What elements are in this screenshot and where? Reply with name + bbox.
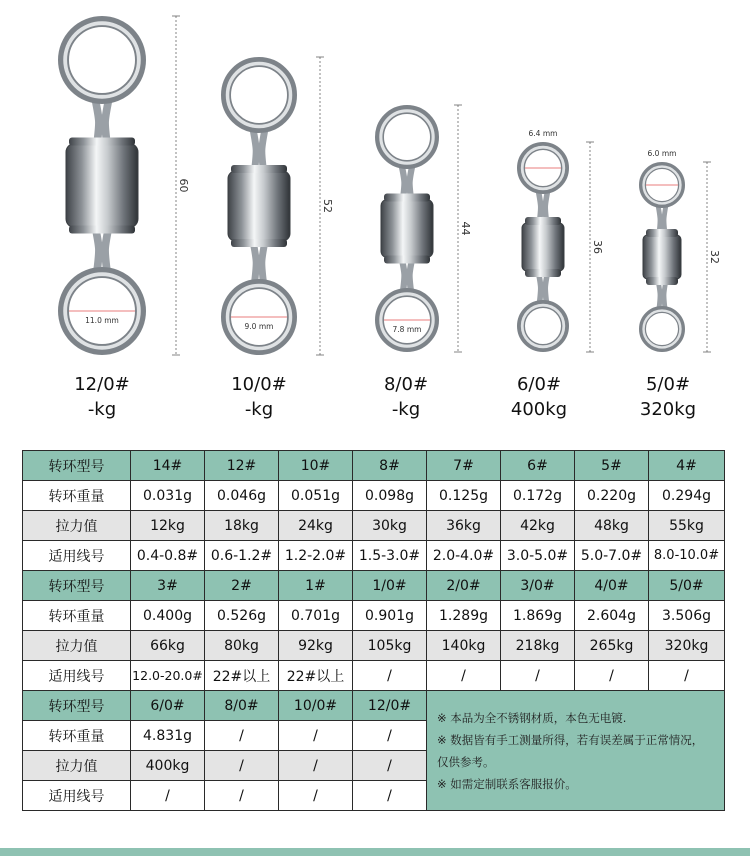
row-label-line: 适用线号 (23, 541, 131, 571)
swivel-12-0 (64, 16, 191, 355)
table-cell: / (205, 781, 279, 811)
table-cell: 1.2-2.0# (279, 541, 353, 571)
table-row-model (23, 691, 725, 721)
swivel-10-0 (226, 57, 334, 355)
swivel-weight: 320kg (639, 399, 697, 420)
barrel-cap (646, 229, 678, 237)
eye-highlight (644, 311, 681, 348)
table-cell: 10# (279, 451, 353, 481)
table-cell: 2.604g (575, 601, 649, 631)
table-cell: 0.6-1.2# (205, 541, 279, 571)
table-cell: 22#以上 (279, 661, 353, 691)
table-cell: / (279, 781, 353, 811)
row-label-pull: 拉力值 (23, 751, 131, 781)
table-cell: 3# (131, 571, 205, 601)
swivel-size: 10/0# (231, 374, 287, 395)
swivel-size: 8/0# (383, 374, 429, 395)
table-cell: 14# (131, 451, 205, 481)
table-cell: 5/0# (649, 571, 725, 601)
table-cell: 265kg (575, 631, 649, 661)
eye-diameter-label: 11.0 mm (85, 316, 119, 325)
swivel-weight: -kg (391, 399, 421, 420)
table-cell: 0.901g (353, 601, 427, 631)
table-cell: 55kg (649, 511, 725, 541)
table-cell: 140kg (427, 631, 501, 661)
barrel-cap (231, 165, 287, 173)
table-cell: / (205, 751, 279, 781)
row-label-pull: 拉力值 (23, 511, 131, 541)
table-cell: 2.0-4.0# (427, 541, 501, 571)
row-label-line: 适用线号 (23, 661, 131, 691)
table-cell: 0.294g (649, 481, 725, 511)
table-cell: / (353, 661, 427, 691)
swivel-caption-10-0 (199, 372, 319, 422)
eye-diameter-label: 6.4 mm (528, 129, 558, 138)
table-cell: / (501, 661, 575, 691)
table-cell: 6/0# (131, 691, 205, 721)
row-label-weight: 转环重量 (23, 721, 131, 751)
wire-shank (262, 129, 265, 171)
table-cell: 10/0# (279, 691, 353, 721)
table-row-weight (23, 601, 725, 631)
swivel-barrel (522, 223, 564, 271)
length-label: 32 (708, 250, 721, 264)
swivel-8-0 (380, 105, 473, 352)
table-cell: 12kg (131, 511, 205, 541)
table-cell: 8/0# (205, 691, 279, 721)
eye-highlight (228, 64, 291, 127)
table-cell: 0.701g (279, 601, 353, 631)
length-label: 52 (321, 199, 334, 213)
row-label-model: 转环型号 (23, 691, 131, 721)
table-cell: 0.526g (205, 601, 279, 631)
barrel-cap (69, 226, 135, 234)
table-cell: 22#以上 (205, 661, 279, 691)
table-cell: 12/0# (353, 691, 427, 721)
table-cell: 4.831g (131, 721, 205, 751)
swivel-weight: 400kg (510, 399, 568, 420)
eye-diameter-label: 6.0 mm (647, 149, 677, 158)
table-cell: 48kg (575, 511, 649, 541)
swivel-size: 6/0# (516, 374, 562, 395)
table-cell: / (353, 781, 427, 811)
table-cell: 80kg (205, 631, 279, 661)
table-cell: 0.046g (205, 481, 279, 511)
table-cell: 92kg (279, 631, 353, 661)
swivel-weight: -kg (87, 399, 117, 420)
swivel-barrel (381, 200, 433, 258)
table-cell: 12.0-20.0# (131, 661, 205, 691)
wire-shank (95, 100, 99, 144)
table-cell: / (353, 721, 427, 751)
table-cell: 6# (501, 451, 575, 481)
table-cell: 7# (427, 451, 501, 481)
note-measurement: ※ 数据皆有手工测量所得，若有误差属于正常情况，仅供参考。 (437, 732, 704, 769)
table-cell: 2/0# (427, 571, 501, 601)
notes-panel (427, 691, 725, 811)
barrel-cap (525, 217, 561, 225)
bottom-accent-bar (0, 848, 750, 856)
table-cell: / (353, 751, 427, 781)
table-cell: 1.289g (427, 601, 501, 631)
barrel-cap (231, 239, 287, 247)
swivel-barrel (643, 235, 681, 279)
table-row-pull (23, 511, 725, 541)
row-label-pull: 拉力值 (23, 631, 131, 661)
table-cell: / (279, 751, 353, 781)
wire-shank (95, 228, 99, 272)
swivel-caption-5-0 (608, 372, 728, 422)
table-cell: 218kg (501, 631, 575, 661)
table-cell: 3.0-5.0# (501, 541, 575, 571)
table-cell: 18kg (205, 511, 279, 541)
eye-highlight (381, 111, 433, 163)
table-cell: 0.400g (131, 601, 205, 631)
row-label-line: 适用线号 (23, 781, 131, 811)
swivel-5-0 (643, 149, 722, 352)
table-cell: / (649, 661, 725, 691)
row-label-weight: 转环重量 (23, 601, 131, 631)
table-cell: 8.0-10.0# (649, 541, 725, 571)
table-cell: 1.5-3.0# (353, 541, 427, 571)
row-label-model: 转环型号 (23, 571, 131, 601)
table-cell: 1.869g (501, 601, 575, 631)
swivel-caption-6-0 (479, 372, 599, 422)
swivel-barrel (228, 171, 290, 241)
table-row-weight (23, 481, 725, 511)
wire-shank (253, 241, 256, 283)
table-cell: / (279, 721, 353, 751)
eye-diameter-label: 9.0 mm (244, 322, 274, 331)
barrel-cap (525, 269, 561, 277)
spec-table (22, 450, 725, 811)
table-cell: 400kg (131, 751, 205, 781)
table-cell: 4/0# (575, 571, 649, 601)
wire-shank (262, 241, 265, 283)
table-cell: 8# (353, 451, 427, 481)
table-cell: / (131, 781, 205, 811)
table-cell: 30kg (353, 511, 427, 541)
table-cell: / (205, 721, 279, 751)
table-row-line (23, 541, 725, 571)
table-cell: 0.098g (353, 481, 427, 511)
table-cell: 1# (279, 571, 353, 601)
table-row-pull (23, 631, 725, 661)
table-cell: 0.031g (131, 481, 205, 511)
table-row-line (23, 661, 725, 691)
wire-shank (253, 129, 256, 171)
table-cell: 5# (575, 451, 649, 481)
table-cell: 1/0# (353, 571, 427, 601)
table-cell: 0.220g (575, 481, 649, 511)
table-cell: 4# (649, 451, 725, 481)
table-cell: 5.0-7.0# (575, 541, 649, 571)
table-cell: 3/0# (501, 571, 575, 601)
wire-shank (105, 228, 109, 272)
table-cell: 105kg (353, 631, 427, 661)
table-cell: / (575, 661, 649, 691)
table-cell: 12# (205, 451, 279, 481)
note-custom: ※ 如需定制联系客服报价。 (437, 776, 577, 791)
note-material: ※ 本品为全不锈钢材质，本色无电镀. (437, 710, 627, 725)
wire-shank (105, 100, 109, 144)
barrel-cap (384, 194, 430, 202)
swivel-barrel (66, 144, 138, 228)
length-label: 60 (177, 178, 190, 193)
swivel-size: 5/0# (645, 374, 691, 395)
table-row-model (23, 571, 725, 601)
table-cell: 0.172g (501, 481, 575, 511)
table-row-model (23, 451, 725, 481)
swivel-caption-8-0 (346, 372, 466, 422)
length-label: 44 (459, 221, 472, 236)
row-label-weight: 转环重量 (23, 481, 131, 511)
table-cell: 0.125g (427, 481, 501, 511)
table-cell: 320kg (649, 631, 725, 661)
table-cell: 0.051g (279, 481, 353, 511)
table-cell: 2# (205, 571, 279, 601)
swivel-6-0 (521, 129, 604, 352)
table-cell: 0.4-0.8# (131, 541, 205, 571)
table-cell: 42kg (501, 511, 575, 541)
table-cell: 36kg (427, 511, 501, 541)
barrel-cap (69, 138, 135, 146)
swivel-caption-12-0 (42, 372, 162, 422)
table-cell: / (427, 661, 501, 691)
table-cell: 66kg (131, 631, 205, 661)
eye-highlight (522, 305, 564, 347)
swivel-size: 12/0# (74, 374, 130, 395)
table-cell: 3.506g (649, 601, 725, 631)
barrel-cap (646, 277, 678, 285)
swivel-weight: -kg (244, 399, 274, 420)
eye-highlight (65, 23, 139, 97)
barrel-cap (384, 256, 430, 264)
row-label-model: 转环型号 (23, 451, 131, 481)
length-label: 36 (591, 240, 604, 254)
table-cell: 24kg (279, 511, 353, 541)
eye-diameter-label: 7.8 mm (392, 325, 422, 334)
